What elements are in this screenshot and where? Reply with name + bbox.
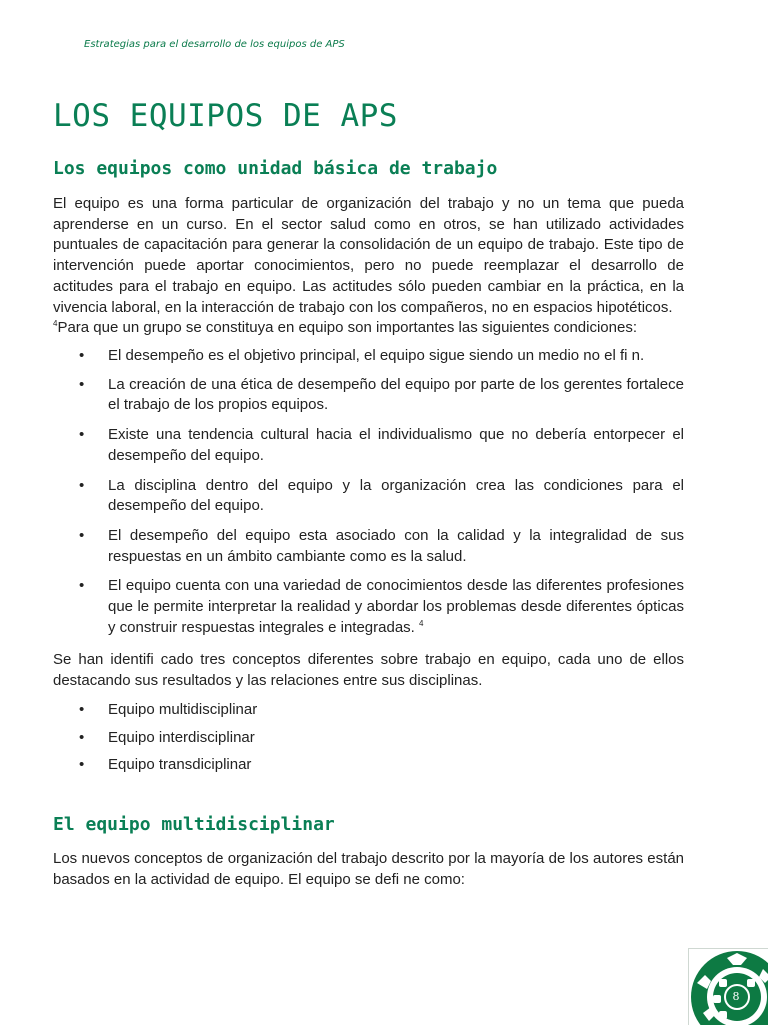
list-item xyxy=(53,476,684,517)
bullet-icon: • xyxy=(79,347,85,364)
organization-logo-icon xyxy=(689,949,768,1025)
concepts-list xyxy=(53,700,684,776)
bullet-icon: • xyxy=(79,526,85,544)
bullet-icon: • xyxy=(79,476,85,494)
bullet-icon: • xyxy=(79,577,85,595)
conditions-list xyxy=(53,346,684,638)
bullet-icon: • xyxy=(79,426,85,444)
footnote-ref: 4 xyxy=(419,618,424,628)
intro-paragraph xyxy=(53,194,684,339)
list-item-text: El desempeño es el objetivo principal, el equipo sigue siendo un medio no el fi n. xyxy=(108,347,645,364)
section-heading-teams-unit: Los equipos como unidad básica de trabajo xyxy=(53,158,498,179)
list-item-text: Equipo transdiciplinar xyxy=(108,756,252,774)
list-item-text: Existe una tendencia cultural hacia el individualismo que no debería entorpecer el desempeño del equipo. xyxy=(108,426,684,464)
page-title: LOS EQUIPOS DE APS xyxy=(53,98,398,134)
running-header: Estrategias para el desarrollo de los equipos de APS xyxy=(84,39,345,50)
bullet-icon: • xyxy=(79,701,85,718)
footnote-ref: 4 xyxy=(53,319,58,329)
list-item xyxy=(53,425,684,466)
list-item xyxy=(53,700,684,721)
list-item-text: Equipo interdisciplinar xyxy=(108,728,255,746)
list-item xyxy=(53,576,684,638)
intro-continuation: Para que un grupo se constituya en equipo son importantes las siguientes condiciones: xyxy=(57,319,637,337)
list-item-text: El equipo cuenta con una variedad de conocimientos desde las diferentes profesiones que le permite interpretar la realidad y abordar los problemas desde diferentes ópticas y construir respuestas integrales e integradas. xyxy=(108,577,684,636)
list-item-text: La creación de una ética de desempeño del equipo por parte de los gerentes fortalece el trabajo de los propios equipos. xyxy=(108,375,684,414)
page-number: 8 xyxy=(732,990,740,1003)
list-item xyxy=(53,346,684,367)
list-item xyxy=(53,728,684,749)
intro-text: El equipo es una forma particular de organización del trabajo y no un tema que pueda aprenderse en un curso. En el sector salud como en otros, se han utilizado actividades puntuales de capacitación para generar la consolidación de un equipo de trabajo. Este tipo de intervención puede aportar conocimientos, pero no puede reemplazar el desarrollo de actitudes para el trabajo en equipo. Las actitudes sólo pueden cambiar en la práctica, en la vivencia laboral, en la interacción de trabajo con los compañeros, no en espacios hipotéticos. xyxy=(53,195,684,316)
list-item-text: Equipo multidisciplinar xyxy=(108,701,258,718)
section-heading-multidisciplinary: El equipo multidisciplinar xyxy=(53,814,335,835)
bullet-icon: • xyxy=(79,728,85,746)
concepts-intro: Se han identifi cado tres conceptos diferentes sobre trabajo en equipo, cada uno de ellos destacando sus resultados y las relaciones entre sus disciplinas. xyxy=(53,651,684,689)
multidisciplinary-paragraph: Los nuevos conceptos de organización del trabajo descrito por la mayoría de los autores están basados en la actividad de equipo. El equipo se defi ne como: xyxy=(53,850,684,888)
list-item xyxy=(53,375,684,416)
bullet-icon: • xyxy=(79,756,85,774)
list-item-text: La disciplina dentro del equipo y la organización crea las condiciones para el desempeño del equipo. xyxy=(108,476,684,515)
list-item xyxy=(53,526,684,567)
list-item-text: El desempeño del equipo esta asociado con la calidad y la integralidad de sus respuestas en un ámbito cambiante como es la salud. xyxy=(108,526,684,565)
list-item xyxy=(53,755,684,776)
bullet-icon: • xyxy=(79,375,85,393)
logo-box xyxy=(688,948,768,1025)
